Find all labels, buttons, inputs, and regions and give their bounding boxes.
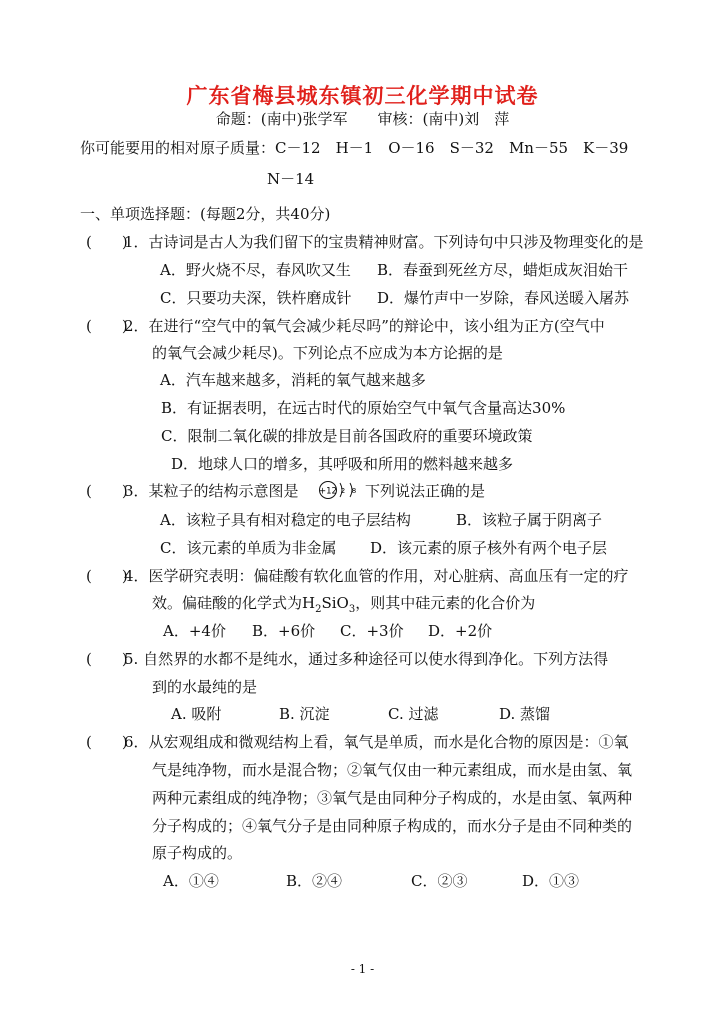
q6-stem-line-5: 原子构成的。 (152, 844, 243, 862)
q6-stem-line-1: 6．从宏观组成和微观结构上看，氧气是单质，而水是化合物的原因是：①氧 (124, 733, 629, 751)
q4-formula-sub-2: 3 (348, 604, 356, 615)
q2-option-a: A．汽车越来越多，消耗的氧气越来越多 (160, 371, 426, 389)
q6-option-c: C．②③ (411, 872, 468, 890)
q6-stem-line-4: 分子构成的；④氧气分子是由同种原子构成的，而水分子是由不同种类的 (152, 817, 633, 835)
q3-option-d: D．该元素的原子核外有两个电子层 (370, 539, 608, 557)
q5-stem-line-1: 5. 自然界的水都不是纯水，通过多种途径可以使水得到净化。下列方法得 (124, 650, 609, 668)
q6-answer-bracket: ( ) (86, 733, 128, 751)
q3-option-a: A．该粒子具有相对稳定的电子层结构 (160, 511, 411, 529)
q5-option-a: A. 吸附 (171, 705, 222, 723)
q4-answer-bracket: ( ) (86, 567, 128, 585)
q2-option-d: D．地球人口的增多，其呼吸和所用的燃料越来越多 (171, 455, 514, 473)
q3-option-b: B．该粒子属于阴离子 (456, 511, 603, 529)
q3-option-c: C．该元素的单质为非金属 (160, 539, 337, 557)
exam-title: 广东省梅县城东镇初三化学期中试卷 (186, 83, 539, 108)
q1-option-d: D．爆竹声中一岁除，春风送暖入屠苏 (377, 289, 630, 307)
q5-option-d: D. 蒸馏 (499, 705, 551, 723)
q1-answer-bracket: ( ) (86, 233, 128, 251)
q3-stem-post: 下列说法正确的是 (365, 482, 486, 500)
q5-stem-line-2: 到的水最纯的是 (152, 678, 258, 696)
page-number: - 1 - (350, 962, 375, 976)
q5-option-c: C. 过滤 (388, 705, 439, 723)
q1-stem: 1．古诗词是古人为我们留下的宝贵精神财富。下列诗句中只涉及物理变化的是 (124, 233, 644, 251)
q4-stem-line-2-mid: SiO (321, 594, 349, 612)
q4-formula-sub-1: 2 (315, 604, 322, 615)
atom-shell-2-label: 8 (351, 487, 357, 495)
atom-shell-1-label: 2 (340, 487, 346, 495)
q5-option-b: B. 沉淀 (279, 705, 330, 723)
q6-stem-line-3: 两种元素组成的纯净物；③氧气是由同种分子构成的，水是由氢、氧两种 (152, 789, 633, 807)
q5-answer-bracket: ( ) (86, 650, 128, 668)
section-heading: 一、单项选择题：(每题2分，共40分) (80, 205, 331, 223)
q2-option-b: B．有证据表明，在远古时代的原始空气中氧气含量高达30% (161, 399, 566, 417)
q4-stem-line-2 (152, 592, 535, 615)
authors-line: 命题：(南中)张学军 审核：(南中)刘 萍 (215, 110, 510, 128)
q2-stem-line-1: 2．在进行“空气中的氧气会减少耗尽吗”的辩论中，该小组为正方(空气中 (124, 317, 605, 335)
q6-stem-line-2: 气是纯净物，而水是混合物；②氧气仅由一种元素组成，而水是由氢、氧 (152, 761, 633, 779)
q6-option-d: D．①③ (522, 872, 580, 890)
q1-option-b: B．春蚕到死丝方尽，蜡炬成灰泪始干 (377, 261, 629, 279)
q4-option-b: B．+6价 (252, 622, 316, 640)
q1-option-a: A．野火烧不尽，春风吹又生 (160, 261, 351, 279)
atom-structure-diagram (318, 480, 358, 500)
q2-option-c: C．限制二氧化碳的排放是目前各国政府的重要环境政策 (161, 427, 533, 445)
q4-option-d: D．+2价 (428, 622, 493, 640)
q4-stem-line-2-pre: 效。偏硅酸的化学式为H (152, 594, 316, 612)
q6-option-b: B．②④ (286, 872, 343, 890)
atomic-mass-line-2: N－14 (267, 170, 315, 188)
q1-option-c: C．只要功夫深，铁杵磨成针 (160, 289, 352, 307)
q3-stem-pre: 3．某粒子的结构示意图是 (124, 482, 299, 500)
q4-stem-line-1: 4．医学研究表明：偏硅酸有软化血管的作用，对心脏病、高血压有一定的疗 (124, 567, 629, 585)
q6-option-a: A．①④ (163, 872, 219, 890)
q4-option-c: C．+3价 (340, 622, 404, 640)
atom-nucleus-label: +12 (319, 486, 337, 497)
q3-answer-bracket: ( ) (86, 482, 128, 500)
atomic-mass-line-1: 你可能要用的相对原子质量：C－12 H－1 O－16 S－32 Mn－55 K－39 (80, 139, 629, 157)
q2-stem-line-2: 的氧气会减少耗尽)。下列论点不应成为本方论据的是 (152, 344, 503, 362)
q4-stem-line-2-post: ，则其中硅元素的化合价为 (355, 594, 536, 612)
q2-answer-bracket: ( ) (86, 317, 128, 335)
q4-option-a: A．+4价 (163, 622, 226, 640)
